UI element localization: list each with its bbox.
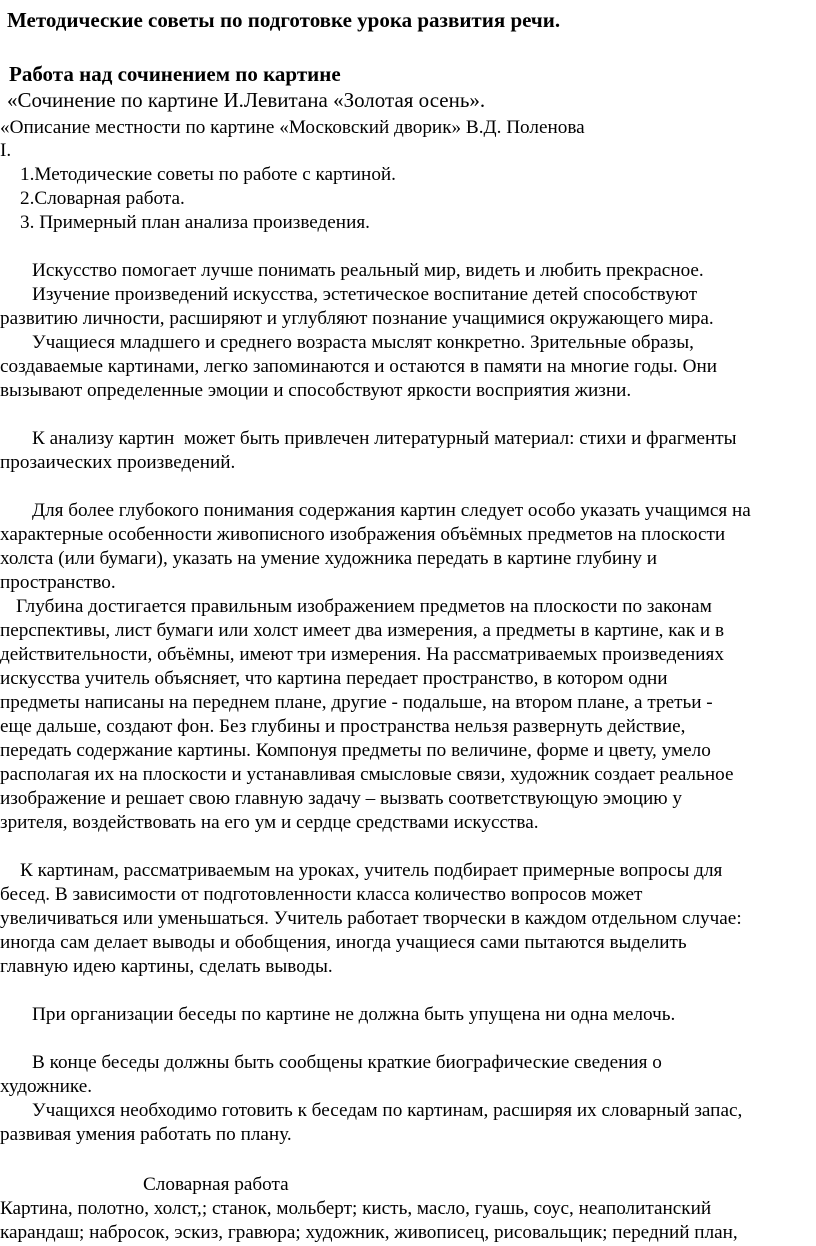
body-line: еще дальше, создают фон. Без глубины и пространства нельзя развернуть действие,	[0, 716, 686, 737]
body-line: художнике.	[0, 1076, 93, 1097]
body-line: Изучение произведений искусства, эстетическое воспитание детей способствуют	[32, 284, 698, 305]
body-line: холста (или бумаги), указать на умение художника передать в картине глубину и	[0, 548, 658, 569]
toc-item: 3. Примерный план анализа произведения.	[20, 212, 370, 233]
section-heading-vocabulary: Словарная работа	[143, 1174, 289, 1195]
body-line: развитию личности, расширяют и углубляют познание учащимися окружающего мира.	[0, 308, 714, 329]
body-line: располагая их на плоскости и устанавливая смысловые связи, художник создает реальное	[0, 764, 734, 785]
body-line: Картина, полотно, холст,; станок, мольберт; кисть, масло, гуашь, соус, неаполитанский	[0, 1198, 712, 1219]
body-line: изображение и решает свою главную задачу – вызвать соответствующую эмоцию у	[0, 788, 682, 809]
body-line: главную идею картины, сделать выводы.	[0, 956, 333, 977]
body-line: прозаических произведений.	[0, 452, 236, 473]
toc-item: 2.Словарная работа.	[20, 188, 185, 209]
body-line: вызывают определенные эмоции и способствуют яркости восприятия жизни.	[0, 380, 632, 401]
section-number: I.	[0, 140, 12, 161]
toc-item: 1.Методические советы по работе с картиной.	[20, 164, 396, 185]
body-line: искусства учитель объясняет, что картина передает пространство, в котором одни	[0, 668, 668, 689]
body-line: В конце беседы должны быть сообщены краткие биографические сведения о	[32, 1052, 662, 1073]
doc-title: Методические советы по подготовке урока развития речи.	[7, 8, 561, 32]
body-line: предметы написаны на переднем плане, другие - подальше, на втором плане, а третьи -	[0, 692, 713, 713]
body-line: бесед. В зависимости от подготовленности класса количество вопросов может	[0, 884, 643, 905]
body-line: зрителя, воздействовать на его ум и сердце средствами искусства.	[0, 812, 539, 833]
body-line: увеличиваться или уменьшаться. Учитель работает творчески в каждом отдельном случае:	[0, 908, 742, 929]
doc-subtitle: Работа над сочинением по картине	[9, 62, 341, 86]
body-line: характерные особенности живописного изображения объёмных предметов на плоскости	[0, 524, 726, 545]
essay-topic-1: «Сочинение по картине И.Левитана «Золотая осень».	[7, 88, 486, 112]
body-line: иногда сам делает выводы и обобщения, иногда учащиеся сами пытаются выделить	[0, 932, 687, 953]
body-line: Учащихся необходимо готовить к беседам по картинам, расширяя их словарный запас,	[32, 1100, 743, 1121]
body-line: развивая умения работать по плану.	[0, 1124, 292, 1145]
body-line: Для более глубокого понимания содержания картин следует особо указать учащимся на	[32, 500, 751, 521]
body-line: К анализу картин может быть привлечен литературный материал: стихи и фрагменты	[32, 428, 737, 449]
body-line: Искусство помогает лучше понимать реальный мир, видеть и любить прекрасное.	[32, 260, 704, 281]
body-line: К картинам, рассматриваемым на уроках, учитель подбирает примерные вопросы для	[20, 860, 723, 881]
body-line: создаваемые картинами, легко запоминаются и остаются в памяти на многие годы. Они	[0, 356, 718, 377]
body-line: Глубина достигается правильным изображением предметов на плоскости по законам	[16, 596, 712, 617]
essay-topic-2: «Описание местности по картине «Московский дворик» В.Д. Поленова	[0, 117, 585, 138]
body-line: карандаш; набросок, эскиз, гравюра; художник, живописец, рисовальщик; передний план,	[0, 1222, 738, 1243]
body-line: Учащиеся младшего и среднего возраста мыслят конкретно. Зрительные образы,	[32, 332, 694, 353]
body-line: При организации беседы по картине не должна быть упущена ни одна мелочь.	[32, 1004, 676, 1025]
body-line: передать содержание картины. Компонуя предметы по величине, форме и цвету, умело	[0, 740, 711, 761]
body-line: пространство.	[0, 572, 116, 593]
body-line: перспективы, лист бумаги или холст имеет два измерения, а предметы в картине, как и в	[0, 620, 725, 641]
body-line: действительности, объёмны, имеют три измерения. На рассматриваемых произведениях	[0, 644, 724, 665]
